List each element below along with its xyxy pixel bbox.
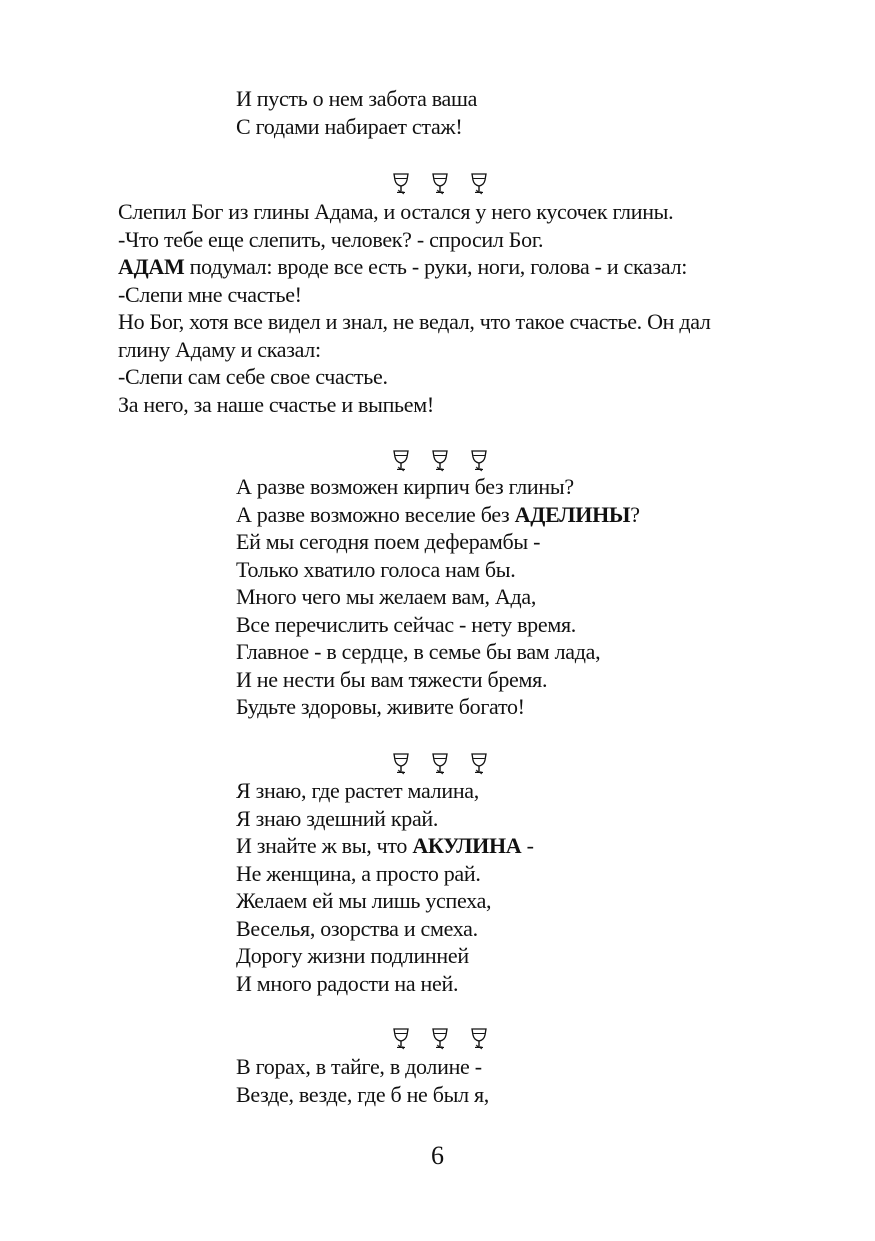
verse-line: В горах, в тайге, в долине -	[236, 1054, 482, 1079]
verse-line: С годами набирает стаж!	[236, 113, 463, 139]
verse-line: Будьте здоровы, живите богато!	[236, 694, 525, 719]
wine-glass-icon	[470, 752, 488, 776]
verse-text: -	[521, 833, 534, 858]
separator	[392, 1027, 488, 1051]
wine-glass-icon	[392, 172, 410, 196]
adelina-verse	[236, 473, 640, 721]
verse-line	[236, 501, 640, 529]
wine-glass-icon	[431, 172, 449, 196]
page-number: 6	[431, 1141, 444, 1170]
separator	[392, 172, 488, 196]
verse-line: И много радости на ней.	[236, 970, 459, 996]
wine-glass-icon	[431, 1027, 449, 1051]
prose-text: подумал: вроде все есть - руки, ноги, голова - и сказал:	[184, 254, 688, 279]
prose-line: глину Адаму и сказал:	[118, 336, 321, 362]
verse-line: Желаем ей мы лишь успеха,	[236, 888, 492, 913]
akulina-verse	[236, 777, 534, 997]
wine-glass-icon	[470, 172, 488, 196]
verse-text: ?	[630, 501, 640, 527]
wine-glass-icon	[392, 449, 410, 473]
wine-glass-icon	[470, 449, 488, 473]
verse-line: Я знаю здешний край.	[236, 805, 439, 831]
prose-line	[118, 253, 711, 281]
verse-line: Только хватило голоса нам бы.	[236, 556, 516, 582]
verse-line: Главное - в сердце, в семье бы вам лада,	[236, 639, 601, 664]
verse-line: Веселья, озорства и смеха.	[236, 915, 478, 941]
prose-line: -Слепи сам себе свое счастье.	[118, 364, 388, 389]
verse-line: Все перечислить сейчас - нету время.	[236, 611, 576, 637]
verse-line: Дорогу жизни подлинней	[236, 943, 469, 968]
wine-glass-icon	[431, 449, 449, 473]
separator	[392, 449, 488, 473]
adam-story	[118, 198, 711, 418]
prose-line: Но Бог, хотя все видел и знал, не ведал, что такое счастье. Он дал	[118, 309, 711, 334]
prose-line: -Что тебе еще слепить, человек? - спросил Бог.	[118, 226, 544, 252]
verse-line: Ей мы сегодня поем деферамбы -	[236, 529, 541, 554]
wine-glass-icon	[392, 1027, 410, 1051]
bold-name: АКУЛИНА	[412, 833, 522, 858]
wine-glass-icon	[470, 1027, 488, 1051]
verse-line: Не женщина, а просто рай.	[236, 860, 481, 886]
bold-name: АДАМ	[118, 254, 185, 279]
verse-line: И пусть о нем забота ваша	[236, 86, 478, 111]
last-verse	[236, 1053, 489, 1108]
verse-line: И не нести бы вам тяжести бремя.	[236, 666, 548, 692]
verse-text: И знайте ж вы, что	[236, 833, 413, 858]
verse-line: Много чего мы желаем вам, Ада,	[236, 584, 537, 609]
prose-line: За него, за наше счастье и выпьем!	[118, 391, 434, 417]
prose-line: -Слепи мне счастье!	[118, 281, 302, 307]
wine-glass-icon	[392, 752, 410, 776]
separator	[392, 752, 488, 776]
verse-text: А разве возможно веселие без	[236, 501, 515, 527]
prose-line: Слепил Бог из глины Адама, и остался у него кусочек глины.	[118, 199, 674, 224]
verse-line	[236, 832, 534, 860]
verse-line: Я знаю, где растет малина,	[236, 778, 479, 803]
bold-name: АДЕЛИНЫ	[514, 501, 631, 527]
verse-line: А разве возможен кирпич без глины?	[236, 474, 574, 499]
wine-glass-icon	[431, 752, 449, 776]
verse-line: Везде, везде, где б не был я,	[236, 1081, 489, 1107]
top-verse	[236, 85, 477, 140]
